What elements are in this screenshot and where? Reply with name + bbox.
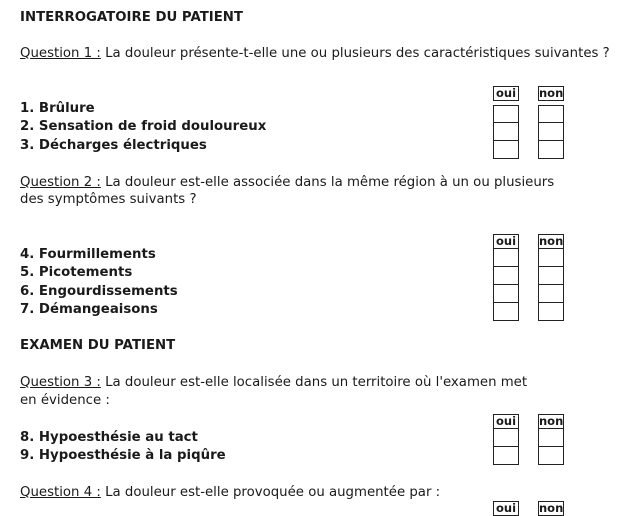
checkbox-9-non[interactable] xyxy=(538,447,564,465)
item-8: 8. Hypoesthésie au tact xyxy=(20,430,198,445)
question-4 xyxy=(20,485,440,500)
oui-header: oui xyxy=(493,234,519,249)
question-2-label: Question 2 : xyxy=(20,175,101,190)
checkbox-4-oui[interactable] xyxy=(493,249,519,267)
item-3: 3. Décharges électriques xyxy=(20,138,207,153)
q3-non-column xyxy=(538,414,564,465)
item-7: 7. Démangeaisons xyxy=(20,302,158,317)
question-1-label: Question 1 : xyxy=(20,46,101,61)
non-header: non xyxy=(539,86,564,100)
oui-header: oui xyxy=(493,501,519,516)
question-2-text: La douleur est-elle associée dans la même région à un ou plusieurs xyxy=(100,175,555,190)
checkbox-8-non[interactable] xyxy=(538,429,564,447)
question-4-label: Question 4 : xyxy=(20,485,101,500)
non-header: non xyxy=(539,234,564,248)
checkbox-3-oui[interactable] xyxy=(493,141,519,159)
checkbox-5-non[interactable] xyxy=(538,267,564,285)
checkbox-3-non[interactable] xyxy=(538,141,564,159)
question-4-text: La douleur est-elle provoquée ou augmentée par : xyxy=(100,485,441,500)
non-header: non xyxy=(539,501,564,515)
question-1-text: La douleur présente-t-elle une ou plusieurs des caractéristiques suivantes ? xyxy=(100,46,610,61)
q4-oui-column xyxy=(493,501,519,516)
checkbox-5-oui[interactable] xyxy=(493,267,519,285)
oui-header: oui xyxy=(493,86,519,101)
item-5: 5. Picotements xyxy=(20,265,133,280)
non-header: non xyxy=(539,414,564,428)
item-1: 1. Brûlure xyxy=(20,101,95,116)
question-3-label: Question 3 : xyxy=(20,375,101,390)
question-2 xyxy=(20,175,554,190)
checkbox-7-oui[interactable] xyxy=(493,303,519,321)
checkbox-8-oui[interactable] xyxy=(493,429,519,447)
q2-non-column xyxy=(538,234,564,321)
question-3-text-continued: en évidence : xyxy=(20,393,110,408)
checkbox-6-non[interactable] xyxy=(538,285,564,303)
item-2: 2. Sensation de froid douloureux xyxy=(20,119,267,134)
checkbox-2-oui[interactable] xyxy=(493,123,519,141)
item-4: 4. Fourmillements xyxy=(20,247,156,262)
q1-non-column xyxy=(538,86,564,159)
question-2-text-continued: des symptômes suivants ? xyxy=(20,192,197,207)
checkbox-1-oui[interactable] xyxy=(493,105,519,123)
item-9: 9. Hypoesthésie à la piqûre xyxy=(20,448,226,463)
checkbox-6-oui[interactable] xyxy=(493,285,519,303)
question-3 xyxy=(20,375,527,390)
checkbox-7-non[interactable] xyxy=(538,303,564,321)
section-title-examen: EXAMEN DU PATIENT xyxy=(20,338,176,353)
checkbox-4-non[interactable] xyxy=(538,249,564,267)
item-6: 6. Engourdissements xyxy=(20,284,178,299)
checkbox-2-non[interactable] xyxy=(538,123,564,141)
section-title-interrogatoire: INTERROGATOIRE DU PATIENT xyxy=(20,10,244,25)
q4-non-column xyxy=(538,501,564,516)
question-3-text: La douleur est-elle localisée dans un territoire où l'examen met xyxy=(100,375,528,390)
q2-oui-column xyxy=(493,234,519,321)
q1-oui-column xyxy=(493,86,519,159)
oui-header: oui xyxy=(493,414,519,429)
checkbox-9-oui[interactable] xyxy=(493,447,519,465)
q3-oui-column xyxy=(493,414,519,465)
question-1 xyxy=(20,46,610,61)
checkbox-1-non[interactable] xyxy=(538,105,564,123)
